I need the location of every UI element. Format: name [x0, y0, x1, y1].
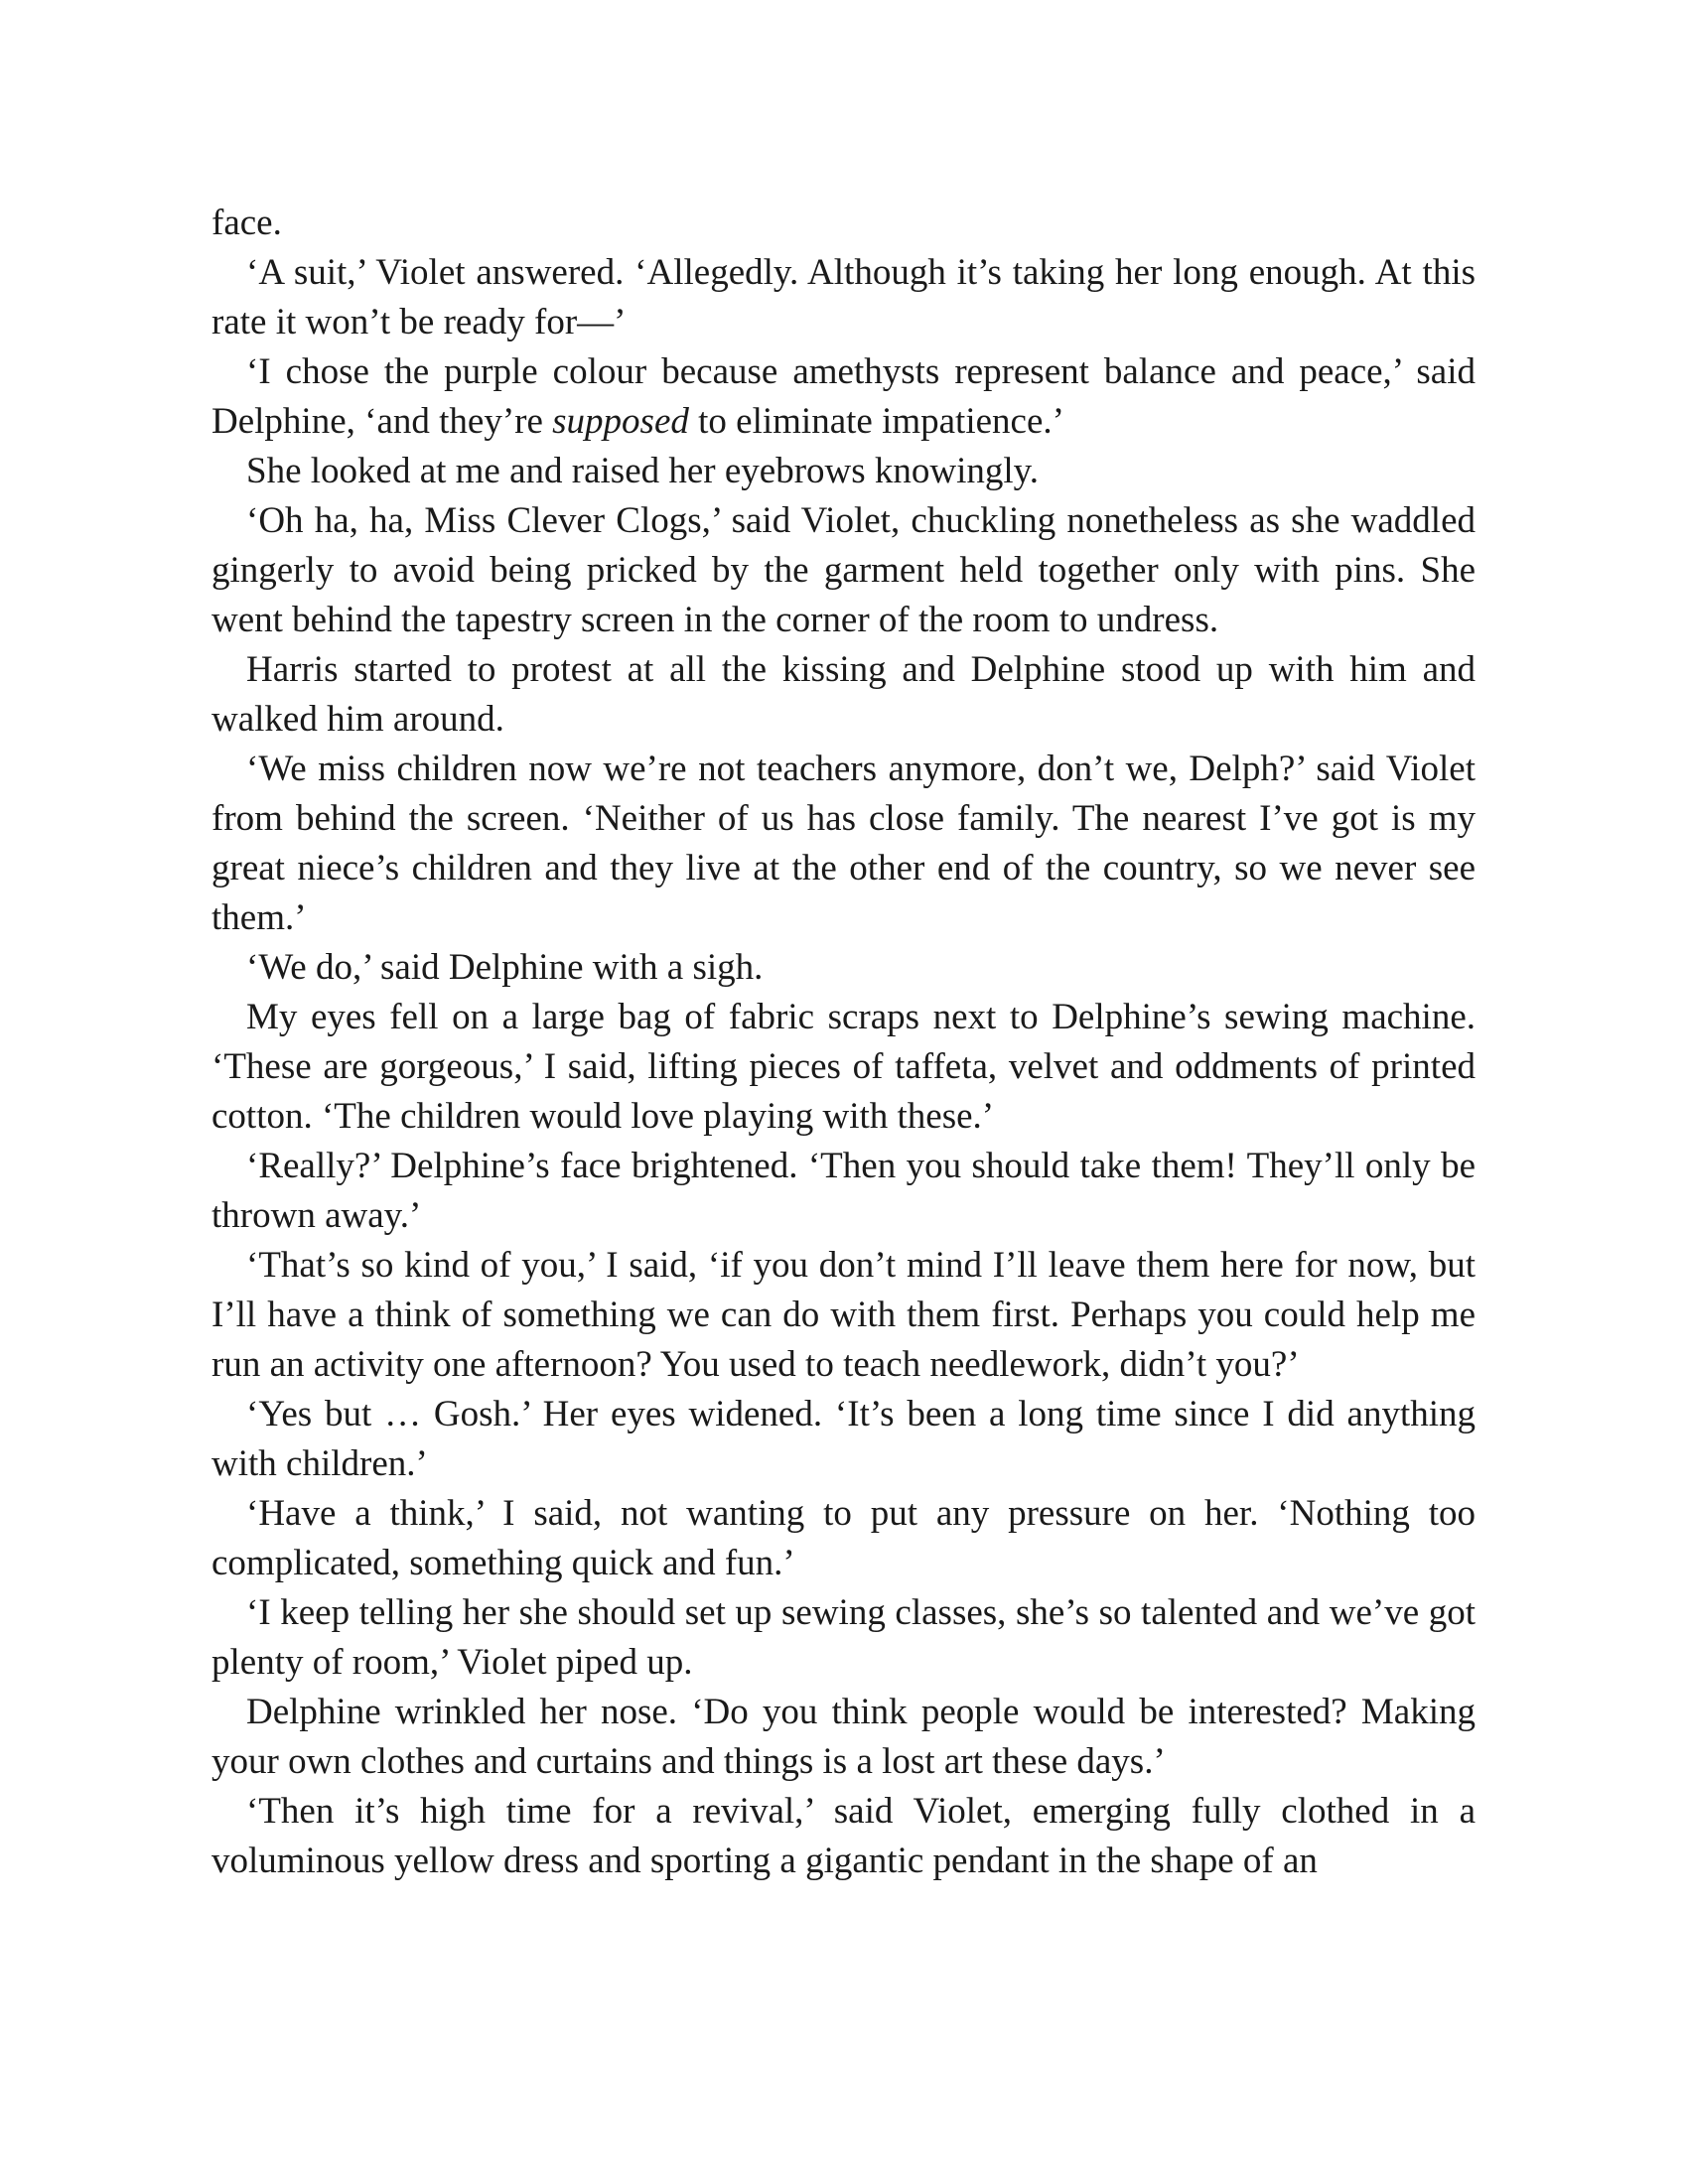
emphasis-supposed: supposed	[552, 401, 689, 442]
paragraph-6: Harris started to protest at all the kissing and Delphine stood up with him and walked him around.	[211, 649, 1476, 740]
book-page-body	[211, 199, 1476, 1886]
paragraph-11: ‘That’s so kind of you,’ I said, ‘if you don’t mind I’ll leave them here for now, but I’ll have a think of something we can do with them first. Perhaps you could help me run an activity one afternoon? You used to teach needlework, didn’t you?’	[211, 1245, 1476, 1385]
paragraph-8: ‘We do,’ said Delphine with a sigh.	[246, 947, 764, 988]
paragraph-10: ‘Really?’ Delphine’s face brightened. ‘Then you should take them! They’ll only be thrown away.’	[211, 1146, 1476, 1236]
paragraph-7: ‘We miss children now we’re not teachers anymore, don’t we, Delph?’ said Violet from behind the screen. ‘Neither of us has close family. The nearest I’ve got is my great niece’s children and they live at the other end of the country, so we never see them.’	[211, 749, 1476, 938]
paragraph-9: My eyes fell on a large bag of fabric scraps next to Delphine’s sewing machine. ‘These are gorgeous,’ I said, lifting pieces of taffeta, velvet and oddments of printed cotton. ‘The children would love playing with these.’	[211, 997, 1476, 1137]
paragraph-16: ‘Then it’s high time for a revival,’ said Violet, emerging fully clothed in a voluminous yellow dress and sporting a gigantic pendant in the shape of an	[211, 1791, 1476, 1881]
paragraph-12: ‘Yes but … Gosh.’ Her eyes widened. ‘It’s been a long time since I did anything with children.’	[211, 1394, 1476, 1484]
paragraph-15: Delphine wrinkled her nose. ‘Do you think people would be interested? Making your own clothes and curtains and things is a lost art these days.’	[211, 1692, 1476, 1782]
paragraph-1: face.	[211, 203, 282, 243]
paragraph-2: ‘A suit,’ Violet answered. ‘Allegedly. Although it’s taking her long enough. At this rate it won’t be ready for—’	[211, 252, 1476, 342]
paragraph-14: ‘I keep telling her she should set up sewing classes, she’s so talented and we’ve got plenty of room,’ Violet piped up.	[211, 1592, 1476, 1683]
paragraph-13: ‘Have a think,’ I said, not wanting to put any pressure on her. ‘Nothing too complicated, something quick and fun.’	[211, 1493, 1476, 1583]
paragraph-3: ‘I chose the purple colour because amethysts represent balance and peace,’ said Delphine, ‘and they’re supposed to eliminate impatience.’	[211, 351, 1476, 442]
paragraph-5: ‘Oh ha, ha, Miss Clever Clogs,’ said Violet, chuckling nonetheless as she waddled gingerly to avoid being pricked by the garment held together only with pins. She went behind the tapestry screen in the corner of the room to undress.	[211, 500, 1476, 640]
paragraph-4: She looked at me and raised her eyebrows knowingly.	[246, 451, 1040, 491]
